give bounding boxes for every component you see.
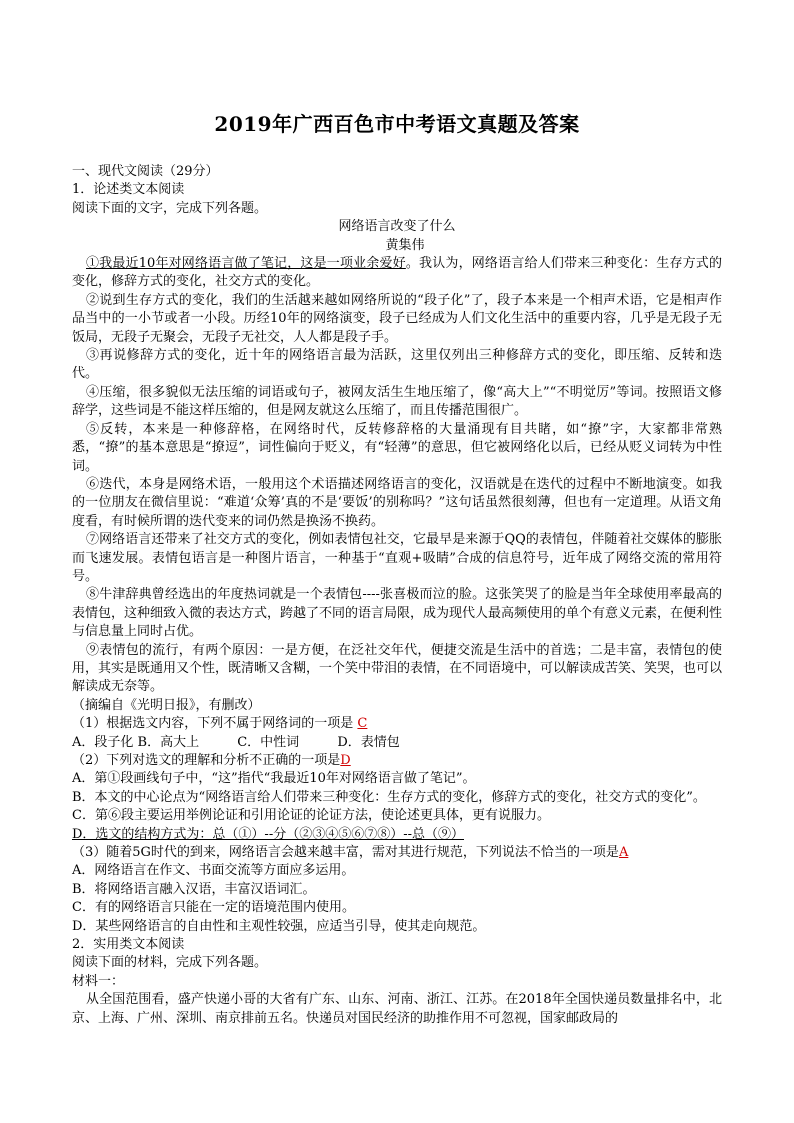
- material-label: 材料一：: [72, 973, 125, 989]
- option-b: B．高大上: [137, 734, 200, 750]
- underlined-sentence: ①我最近10年对网络语言做了笔记，这是一项业余爱好: [86, 256, 406, 272]
- article-author: 黄集伟: [385, 237, 425, 253]
- subsection-heading-2: 2．实用类文本阅读: [72, 937, 185, 953]
- material-paragraph: 从全国范围看，盛产快递小哥的大省有广东、山东、河南、浙江、江苏。在2018年全国快递员数量排名中，北京、上海、广州、深圳、南京排前五名。快递员对国民经济的助推作用不可忽视，国家邮政局的: [72, 992, 722, 1026]
- question-2-option-c: C．第⑥段主要运用举例论证和引用论证的论证方法，使论述更具体，更有说服力。: [72, 808, 550, 824]
- section-heading: 一、现代文阅读（29分）: [72, 164, 219, 179]
- subsection-heading: 1．论述类文本阅读: [72, 182, 185, 198]
- article-paragraph-7: ⑦网络语言还带来了社交方式的变化，例如表情包社交，它最早是来源于QQ的表情包，伴随着社交媒体的膨胀而飞速发展。表情包语言是一种图片语言，一种基于“直观+吸睛”合成的信息符号，近年成了网络交流的常用符号。: [72, 532, 722, 584]
- article-paragraph-1: [72, 255, 722, 292]
- question-text: （3）随着5G时代的到来，网络语言会越来越丰富，需对其进行规范，下列说法不恰当的一项是: [72, 845, 619, 861]
- article-title: 网络语言改变了什么: [338, 219, 456, 235]
- question-2-stem: [72, 752, 722, 770]
- option-d: D．表情包: [337, 734, 400, 750]
- document-page: [72, 100, 722, 1028]
- question-1-options: [72, 734, 722, 752]
- question-2-option-d: D．选文的结构方式为：总（①）--分（②③④⑤⑥⑦⑧）--总（⑨）: [72, 826, 464, 842]
- article-paragraph-3: ③再说修辞方式的变化，近十年的网络语言最为活跃，这里仅列出三种修辞方式的变化，即压缩、反转和迭代。: [72, 348, 722, 382]
- paragraph-text: 。我认为，网络语言给人们带来三种变化：生存方式的变化，修辞方式的变化，社交方式的变化。: [72, 256, 722, 290]
- option-c: C．中性词: [237, 734, 300, 750]
- article-paragraph-6: ⑥迭代，本身是网络术语，一般用这个术语描述网络语言的变化，汉语就是在迭代的过程中不断地演变。如我的一位朋友在微信里说：“难道‘众筹’真的不是‘要饭’的别称吗？”这句话虽然很刻薄，但也有一定道理。从语文角度看，有时候所谓的迭代变来的词仍然是换汤不换药。: [72, 476, 722, 529]
- question-3-stem: [72, 844, 722, 862]
- question-2-option-b: B．本文的中心论点为“网络语言给人们带来三种变化：生存方式的变化，修辞方式的变化，社交方式的变化”。: [72, 789, 706, 805]
- article-paragraph-2: ②说到生存方式的变化，我们的生活越来越如网络所说的“段子化”了，段子本来是一个相声术语，它是相声作品当中的一小节或者一小段。历经10年的网络演变，段子已经成为人们文化生活中的重要内容，几乎是无段子无饭局，无段子无聚会，无段子无社交，人人都是段子手。: [72, 292, 722, 345]
- document-title: 2019年广西百色市中考语文真题及答案: [214, 112, 580, 136]
- answer-mark: C: [357, 716, 368, 732]
- question-1-stem: [72, 715, 722, 733]
- article-paragraph-9: ⑨表情包的流行，有两个原因：一是方便，在泛社交年代，便捷交流是生活中的首选；二是丰富，表情包的使用，其实是既通用又个性，既清晰又含糊，一个笑中带泪的表情，在不同语境中，可以解读成苦笑、笑哭，也可以解读成无奈等。: [72, 642, 723, 695]
- answer-mark: A: [618, 845, 629, 861]
- instruction: 阅读下面的文字，完成下列各题。: [72, 200, 268, 216]
- question-3-option-d: D．某些网络语言的自由性和主观性较强，应适当引导，使其走向规范。: [72, 918, 486, 934]
- instruction-2: 阅读下面的材料，完成下列各题。: [72, 955, 268, 971]
- question-text: （2）下列对选文的理解和分析不正确的一项是: [72, 753, 341, 768]
- article-paragraph-4: ④压缩，很多貌似无法压缩的词语或句子，被网友活生生地压缩了，像“高大上”“不明觉厉”等词。按照语文修辞学，这些词是不能这样压缩的，但是网友就这么压缩了，而且传播范围很广。: [72, 384, 722, 419]
- option-a: A．段子化: [72, 734, 134, 750]
- question-3-option-b: B．将网络语言融入汉语，丰富汉语词汇。: [72, 881, 316, 897]
- question-3-option-c: C．有的网络语言只能在一定的语境范围内使用。: [72, 900, 355, 916]
- article-source: （摘编自《光明日报》，有删改）: [72, 697, 261, 713]
- answer-mark: D: [340, 753, 351, 768]
- article-paragraph-8: ⑧牛津辞典曾经选出的年度热词就是一个表情包----张喜极而泣的脸。这张笑哭了的脸是当年全球使用率最高的表情包，这种细致入微的表达方式，跨越了不同的语言局限，成为现代人最高频使用的单个有意义元素，在便利性与信息量上同时占优。: [72, 587, 723, 640]
- article-paragraph-5: ⑤反转，本来是一种修辞格，在网络时代，反转修辞格的大量涌现有目共睹，如“撩”字，大家都非常熟悉，“撩”的基本意思是“撩逗”，词性偏向于贬义，有“轻薄”的意思，但它被网络化以后，已经从贬义词转为中性词。: [72, 421, 722, 474]
- question-2-option-a: A．第①段画线句子中，“这”指代“我最近10年对网络语言做了笔记”。: [72, 771, 476, 787]
- question-3-option-a: A．网络语言在作文、书面交流等方面应多运用。: [72, 863, 355, 879]
- question-text: （1）根据选文内容，下列不属于网络词的一项是: [72, 716, 354, 732]
